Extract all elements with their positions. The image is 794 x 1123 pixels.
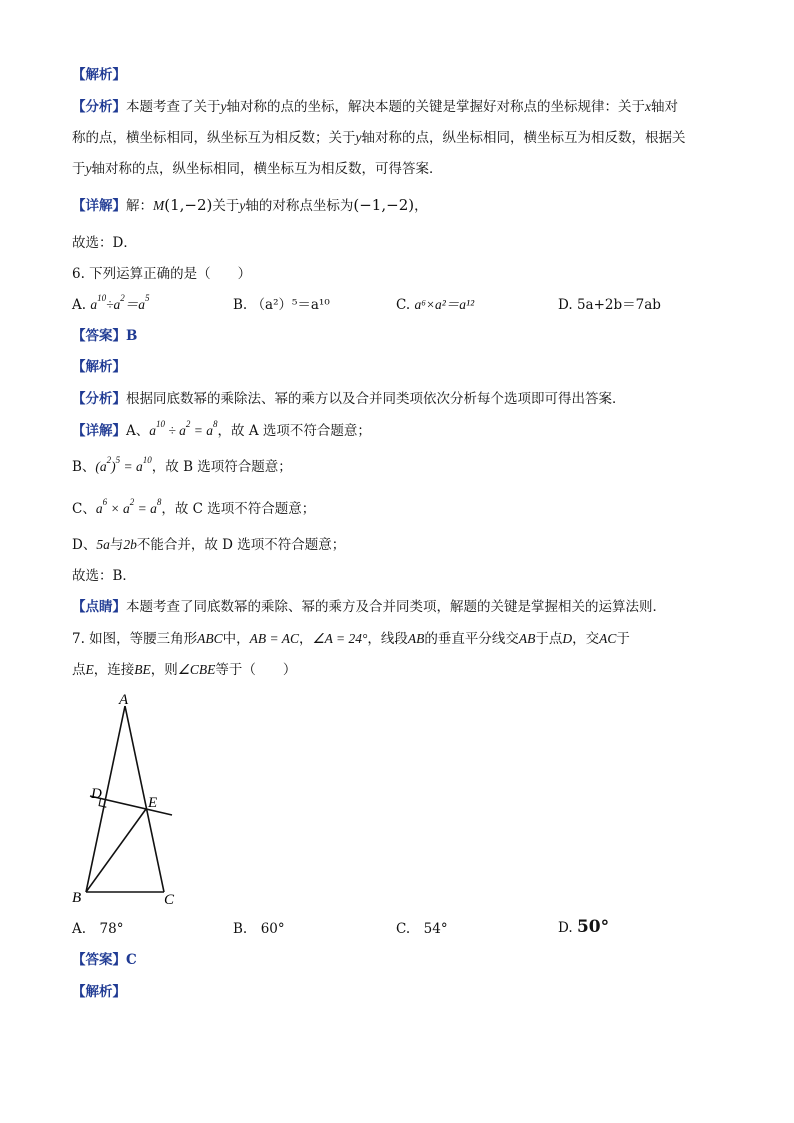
analysis-tag: 【分析】 [72,391,126,407]
option-label: A. [72,297,87,313]
label-c: C [164,892,175,908]
remark-tag: 【点睛】 [72,599,126,615]
text: ，则 [150,662,178,678]
q6-remark [72,598,666,616]
text: 不能合并，故 D 选项不符合题意； [136,537,346,553]
math-coord: (1,−2) [164,196,213,214]
text: 根据同底数幂的乘除法、幂的乘方以及合并同类项依次分析每个选项即可得出答案． [126,391,626,407]
text: 的垂直平分线交 [424,631,519,647]
q6-option-d [558,296,661,314]
text: 轴对称的点，纵坐标相同，横坐标互为相反数，根据关 [361,130,686,146]
text: ，连接 [93,662,135,678]
text: ，线段 [367,631,408,647]
math-expr: ∠A = 24° [312,631,368,646]
math-var: y [85,161,92,176]
text: 轴对称的点，纵坐标相同，横坐标互为相反数，可得答案． [91,161,443,177]
math-var: y [220,99,227,114]
text: 7. 如图，等腰三角形 [72,631,198,647]
math-coord: (−1,−2) [353,196,415,214]
q6-option-c [396,296,474,314]
q7-answer: 【答案】C [72,952,137,968]
q6-detail-b [72,455,292,476]
q7-option-b: B. 60° [233,921,285,937]
text: 点 [72,662,86,678]
math-var: y [239,198,246,213]
q6-detail-a [72,419,371,440]
math-var: AC [599,631,617,646]
q6-answer: 【答案】B [72,328,138,344]
text: ， [299,631,313,647]
math-expr: $(a^2)^5 = a^{10}$ [95,455,152,474]
q6-detail-c [72,497,316,518]
math-expr: ∠CBE [177,662,216,677]
math-expr: $a^6 \times a^2 = a^8$ [95,497,162,516]
analysis-tag: 【分析】 [72,99,126,115]
label-e: E [148,795,158,811]
text: ，故 A 选项不符合题意； [217,423,371,439]
text: 轴的对称点坐标为 [245,198,354,214]
q6-jiexi: 【解析】 [72,359,126,375]
q6-option-b [233,296,330,314]
text: ，故 B 选项符合题意； [151,459,292,475]
q7-option-a: A. 78° [72,921,124,937]
text: D、 [72,537,97,553]
label-b: B [72,890,82,906]
label-d: D [91,786,102,802]
math-var: 5a [96,537,110,552]
q7-option-c: C. 54° [396,921,448,937]
label-a: A [119,692,129,708]
analysis-line-3 [72,160,443,178]
math-var: 2b [123,537,137,552]
question-7-stem-line-1 [72,630,630,648]
detail-line [72,196,428,215]
option-label: D. [558,920,573,936]
answer-line: 故选：D． [72,235,137,251]
q6-analysis [72,390,626,408]
option-text: （a²）⁵＝a¹⁰ [251,297,330,313]
text: C、 [72,501,96,517]
text: 本题考查了同底数幂的乘除、幂的乘方及合并同类项，解题的关键是掌握相关的运算法则． [126,599,666,615]
analysis-line-2 [72,129,686,147]
detail-tag: 【详解】 [72,198,126,214]
text: 中， [222,631,250,647]
text: 等于（ ） [215,662,297,678]
math-var: ABC [197,631,223,646]
q6-option-a: A. $a^{10}\div a^2=a^5$ [72,293,150,313]
question-6-stem: 6. 下列运算正确的是（ ） [72,266,252,282]
option-label: D. [558,297,573,313]
math-var: BE [134,662,151,677]
math-var: AB [407,631,425,646]
analysis-line-1 [72,98,678,116]
math-expr: AB = AC [249,631,300,646]
option-value: 50° [576,917,610,937]
math-var: y [355,130,362,145]
text: ，故 C 选项不符合题意； [161,501,316,517]
text: B、 [72,459,96,475]
text: ，交 [572,631,600,647]
text: 于点 [535,631,563,647]
text: 与 [109,537,124,553]
text: 解： [126,198,153,214]
text: 于 [616,631,630,647]
text: 称的点，横坐标相同，纵坐标互为相反数；关于 [72,130,356,146]
text: 本题考查了关于 [126,99,221,115]
math-var: AB [518,631,536,646]
q7-jiexi: 【解析】 [72,984,126,1000]
detail-tag: 【详解】 [72,423,126,439]
segment-ac [125,706,164,892]
option-text: a⁶×a²＝a¹² [414,297,475,312]
text: 轴对称的点的坐标，解决本题的关键是掌握好对称点的坐标规律：关于 [226,99,645,115]
math-var: E [85,662,94,677]
option-text: 5a+2b＝7ab [576,297,661,313]
text: A、 [126,423,150,439]
option-label: B. [233,297,248,313]
q6-answer-line: 故选：B． [72,568,136,584]
math-expr: $a^{10} \div a^2 = a^8$ [149,419,218,438]
triangle-figure [60,688,200,910]
math-var: x [645,99,651,114]
text: 轴对 [651,99,678,115]
math-var: D [562,631,573,646]
q7-option-d [558,918,609,937]
math-var: M [153,198,165,213]
text: 于 [72,161,86,177]
q6-detail-d [72,536,345,554]
text: ， [414,198,428,214]
text: 关于 [212,198,240,214]
section-heading-jiexi: 【解析】 [72,67,126,83]
question-7-stem-line-2 [72,661,296,679]
option-label: C. [396,297,411,313]
